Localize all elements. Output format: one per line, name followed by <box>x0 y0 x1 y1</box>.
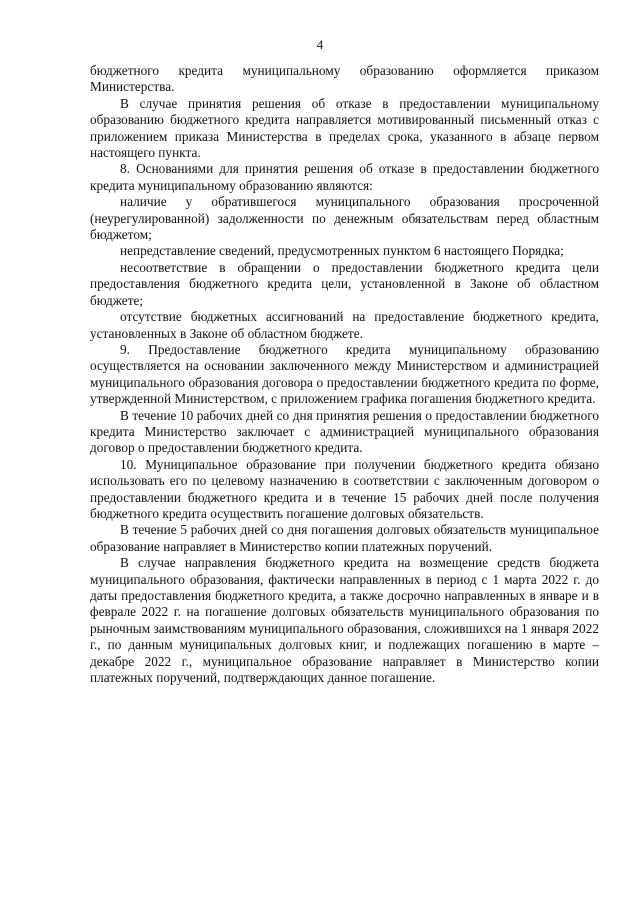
paragraph-11: В течение 5 рабочих дней со дня погашения долговых обязательств муниципальное образование направляет в Министерство копии платежных поручений. <box>90 522 599 554</box>
paragraph-6: несоответствие в обращении о предоставлении бюджетного кредита цели предоставления бюджетного кредита цели, установленной в Законе об областном бюджете; <box>90 259 599 308</box>
paragraph-9: В течение 10 рабочих дней со дня принятия решения о предоставлении бюджетного кредита Министерство заключает с администрацией муниципального образования договор о предоставлении бюджетного кредита. <box>90 407 599 456</box>
paragraph-5: непредставление сведений, предусмотренных пунктом 6 настоящего Порядка; <box>120 243 564 259</box>
paragraph-10: 10. Муниципальное образование при получении бюджетного кредита обязано использовать его по целевому назначению в соответствии с заключенным договором о предоставлении бюджетного кредита и в течение 15 рабочих дней после получения бюджетного кредита осуществить погашение долговых обязательств. <box>90 456 599 521</box>
paragraph-1: бюджетного кредита муниципальному образованию оформляется приказом Министерства. <box>90 63 599 95</box>
paragraph-2: В случае принятия решения об отказе в предоставлении муниципальному образованию бюджетного кредита направляется мотивированный письменный отказ с приложением приказа Министерства в пределах срока, указанного в абзаце первом настоящего пункта. <box>90 95 599 161</box>
paragraph-12: В случае направления бюджетного кредита на возмещение средств бюджета муниципального образования, фактически направленных в период с 1 марта 2022 г. до даты предоставления бюджетного кредита, а также досрочно направленных в январе и в феврале 2022 г. на погашение долговых обязательств муниципального образования по рыночным заимствованиям муниципального образования, сложившихся на 1 января 2022 г., по данным муниципальных долговых книг, и подлежащих погашению в марте – декабре 2022 г., муниципальное образование направляет в Министерство копии платежных поручений, подтверждающих данное погашение. <box>90 555 599 686</box>
document-body <box>90 63 599 686</box>
paragraph-4: наличие у обратившегося муниципального образования просроченной (неурегулированной) задолженности по денежным обязательствам перед областным бюджетом; <box>90 194 599 243</box>
paragraph-8: 9. Предоставление бюджетного кредита муниципальному образованию осуществляется на основании заключенного между Министерством и администрацией муниципального образования договора о предоставлении бюджетного кредита по форме, утвержденной Министерством, с приложением графика погашения бюджетного кредита. <box>90 341 599 407</box>
paragraph-7: отсутствие бюджетных ассигнований на предоставление бюджетного кредита, установленных в Законе об областном бюджете. <box>90 309 599 341</box>
page-number: 4 <box>316 37 324 52</box>
paragraph-3: 8. Основаниями для принятия решения об отказе в предоставлении бюджетного кредита муниципальному образованию являются: <box>90 161 599 193</box>
